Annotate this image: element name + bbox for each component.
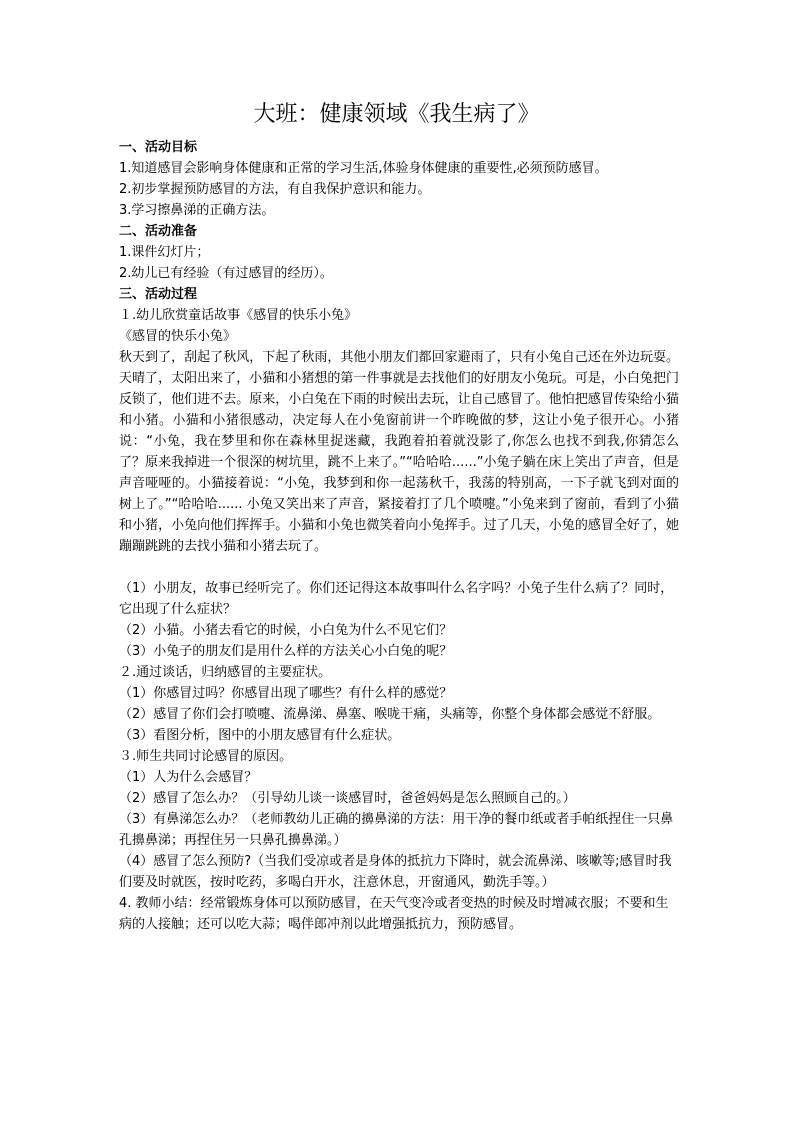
question: （1）小朋友，故事已经听完了。你们还记得这本故事叫什么名字吗？小兔子生什么病了？同时，它出现了什么症状？	[119, 581, 674, 617]
question: （4）感冒了怎么预防?（当我们受凉或者是身体的抵抗力下降时，就会流鼻涕、咳嗽等;感冒时我们要及时就医，按时吃药，多喝白开水，注意休息，开窗通风，勤洗手等。）	[119, 854, 672, 890]
process-step-1: １.幼儿欣赏童话故事《感冒的快乐小兔》	[119, 308, 358, 323]
goals-heading: 一、活动目标	[119, 140, 198, 155]
question: （1）人为什么会感冒？	[119, 770, 258, 785]
process-step-2: ２.通过谈话，归纳感冒的主要症状。	[119, 665, 332, 680]
question: （3）看图分析，图中的小朋友感冒有什么症状。	[119, 728, 401, 743]
blank-line	[119, 557, 679, 578]
question: （2）感冒了怎么办？（引导幼儿谈一谈感冒时，爸爸妈妈是怎么照顾自己的。）	[119, 791, 576, 806]
process-step-3: ３.师生共同讨论感冒的原因。	[119, 749, 293, 764]
question: （2）感冒了你们会打喷嚏、流鼻涕、鼻塞、喉咙干痛，头痛等，你整个身体都会感觉不舒服。	[119, 707, 661, 722]
process-step-4: 4. 教师小结：经常锻炼身体可以预防感冒，在天气变冷或者变热的时候及时增减衣服；不要和生病的人接触；还可以吃大蒜；喝伴郎冲剂以此增强抵抗力，预防感冒。	[119, 896, 669, 932]
prep-heading: 二、活动准备	[119, 224, 198, 239]
prep-item: 2.幼儿已有经验（有过感冒的经历）。	[119, 266, 333, 281]
story-text: 秋天到了，刮起了秋风，下起了秋雨，其他小朋友们都回家避雨了，只有小兔自己还在外边玩耍。天晴了，太阳出来了，小猫和小猪想的第一件事就是去找他们的好朋友小兔玩。可是，小白兔把门反锁了，他们进不去。原来，小白兔在下雨的时候出去玩，让自己感冒了。他怕把感冒传染给小猫和小猪。小猫和小猪很感动，决定每人在小兔窗前讲一个昨晚做的梦，这让小兔子很开心。小猪说：“小兔，我在梦里和你在森林里捉迷藏，我跑着拍着就没影了,你怎么也找不到我,你猜怎么了？原来我掉进一个很深的树坑里，跳不上来了。”“哈哈哈......”小兔子躺在床上笑出了声音，但是声音哑哑的。小猫接着说：“小兔，我梦到和你一起荡秋千，我荡的特别高，一下子就飞到对面的树上了。”“哈哈哈...... 小兔又笑出来了声音，紧接着打了几个喷嚏。”小兔来到了窗前，看到了小猫和小猪，小兔向他们挥挥手。小猫和小兔也微笑着向小兔挥手。过了几天，小兔的感冒全好了，她蹦蹦跳跳的去找小猫和小猪去玩了。	[119, 350, 679, 554]
document-body	[119, 137, 679, 935]
document-title: 大班：健康领域《我生病了》	[253, 102, 540, 127]
question: （2）小猫。小猪去看它的时候，小白兔为什么不见它们？	[119, 623, 453, 638]
story-title: 《感冒的快乐小兔》	[119, 329, 237, 344]
goal-item: 1.知道感冒会影响身体健康和正常的学习生活,体验身体健康的重要性,必须预防感冒。	[119, 161, 608, 176]
process-heading: 三、活动过程	[119, 287, 198, 302]
goal-item: 3.学习擦鼻涕的正确方法。	[119, 203, 275, 218]
question: （3）有鼻涕怎么办？（老师教幼儿正确的擤鼻涕的方法：用干净的餐巾纸或者手帕纸捏住一只鼻孔擤鼻涕；再捏住另一只鼻孔擤鼻涕。）	[119, 812, 674, 848]
prep-item: 1.课件幻灯片；	[119, 245, 210, 260]
goal-item: 2.初步掌握预防感冒的方法，有自我保护意识和能力。	[119, 182, 431, 197]
question: （3）小兔子的朋友们是用什么样的方法关心小白兔的呢？	[119, 644, 453, 659]
question: （1）你感冒过吗？你感冒出现了哪些？有什么样的感觉？	[119, 686, 453, 701]
